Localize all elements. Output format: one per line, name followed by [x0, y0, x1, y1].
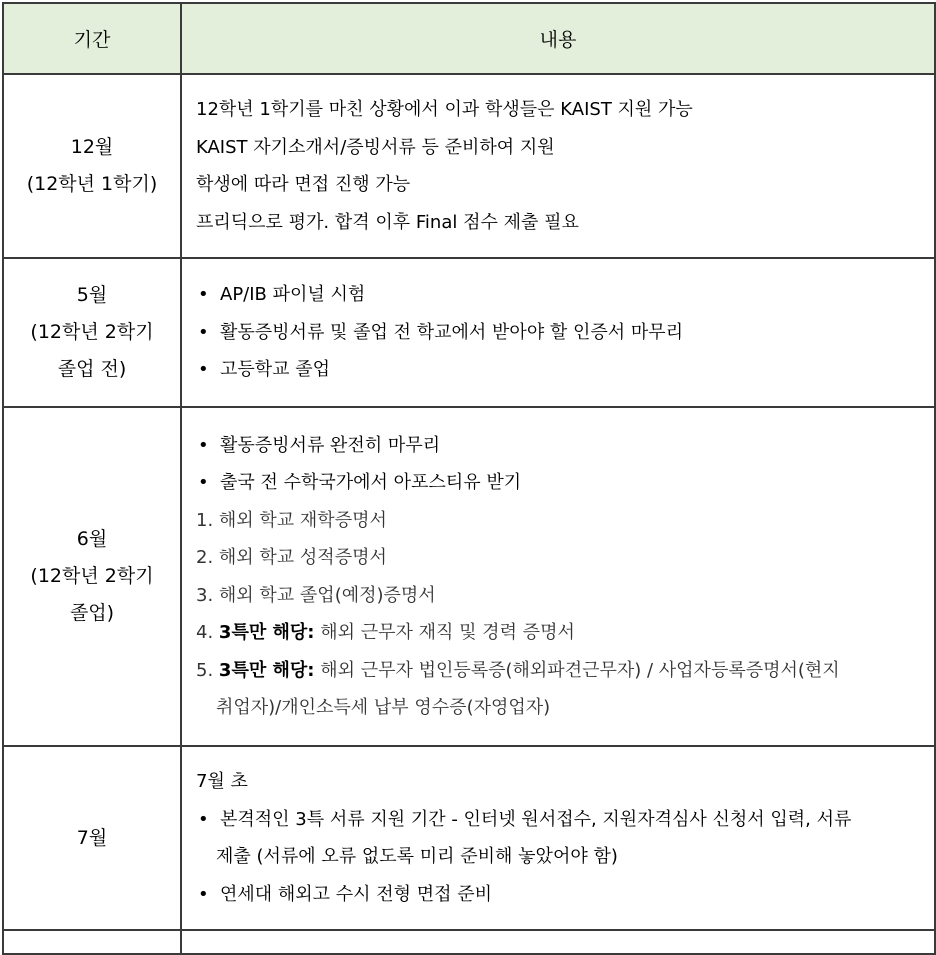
- item-number: 5.: [196, 659, 214, 681]
- item-text: 해외 근무자 법인등록증(해외파견근무자) / 사업자등록증명서(현지: [314, 659, 840, 681]
- item-text: 해외 학교 졸업(예정)증명서: [218, 584, 436, 606]
- item-bold: 3특만 해당:: [218, 622, 315, 643]
- content-line: 학생에 따라 면접 진행 가능: [196, 174, 411, 195]
- content-line: 12학년 1학기를 마친 상황에서 이과 학생들은 KAIST 지원 가능: [196, 99, 693, 120]
- numbered-item: [196, 502, 934, 540]
- period-term: (12학년 2학기: [30, 565, 154, 587]
- numbered-item: [196, 539, 934, 577]
- numbered-item-continuation: 취업자)/개인소득세 납부 영수증(자영업자): [216, 697, 551, 718]
- period-term: (12학년 2학기: [30, 321, 154, 343]
- header-content: 내용: [181, 3, 935, 74]
- bullet-item: • 고등학교 졸업: [196, 351, 934, 389]
- content-cell: [181, 74, 935, 258]
- item-bold: 3특만 해당:: [218, 659, 315, 681]
- numbered-item: [196, 577, 934, 615]
- period-term: (12학년 1학기): [26, 173, 158, 195]
- numbered-item: [196, 652, 934, 690]
- table-row: [3, 258, 935, 407]
- bullet-continuation: 제출 (서류에 오류 없도록 미리 준비해 놓았어야 함): [216, 846, 618, 867]
- period-term: 졸업 전): [57, 358, 127, 380]
- item-text: 해외 학교 재학증명서: [218, 509, 387, 531]
- period-month: 7월: [76, 826, 108, 849]
- content-line: KAIST 자기소개서/증빙서류 등 준비하여 지원: [196, 136, 555, 158]
- item-text: 해외 학교 성적증명서: [218, 547, 387, 568]
- period-month: 6월: [76, 528, 108, 550]
- item-text: 해외 근무자 재직 및 경력 증명서: [314, 622, 575, 643]
- item-number: 4.: [196, 622, 214, 643]
- period-term: 졸업): [69, 602, 115, 624]
- period-cell: [3, 407, 181, 746]
- header-period: 기간: [3, 3, 181, 74]
- item-number: 2.: [196, 547, 214, 568]
- table-row: [3, 407, 935, 746]
- table-row: [3, 930, 935, 954]
- content-heading: 7월 초: [196, 771, 248, 792]
- bullet-item: • 활동증빙서류 완전히 마무리: [196, 427, 934, 465]
- period-cell: [3, 746, 181, 930]
- content-line: 프리딕으로 평가. 합격 이후 Final 점수 제출 필요: [196, 211, 579, 233]
- content-cell: [181, 258, 935, 407]
- bullet-item: • 활동증빙서류 및 졸업 전 학교에서 받아야 할 인증서 마무리: [196, 314, 934, 352]
- table-row: [3, 746, 935, 930]
- content-cell: [181, 930, 935, 954]
- bullet-item: • 연세대 해외고 수시 전형 면접 준비: [196, 876, 934, 914]
- content-cell: [181, 746, 935, 930]
- item-number: 3.: [196, 584, 214, 606]
- bullet-item: • 출국 전 수학국가에서 아포스티유 받기: [196, 464, 934, 502]
- content-cell: [181, 407, 935, 746]
- schedule-table: [2, 2, 936, 955]
- header-row: [3, 3, 935, 74]
- period-cell: [3, 930, 181, 954]
- table-row: [3, 74, 935, 258]
- bullet-item: • AP/IB 파이널 시험: [196, 276, 934, 314]
- period-month: 5월: [76, 284, 108, 306]
- numbered-item: [196, 614, 934, 652]
- period-month: 12월: [70, 136, 114, 158]
- bullet-item: • 본격적인 3특 서류 지원 기간 - 인터넷 원서접수, 지원자격심사 신청서 입력, 서류: [196, 801, 934, 839]
- period-cell: [3, 258, 181, 407]
- period-cell: [3, 74, 181, 258]
- item-number: 1.: [196, 509, 214, 531]
